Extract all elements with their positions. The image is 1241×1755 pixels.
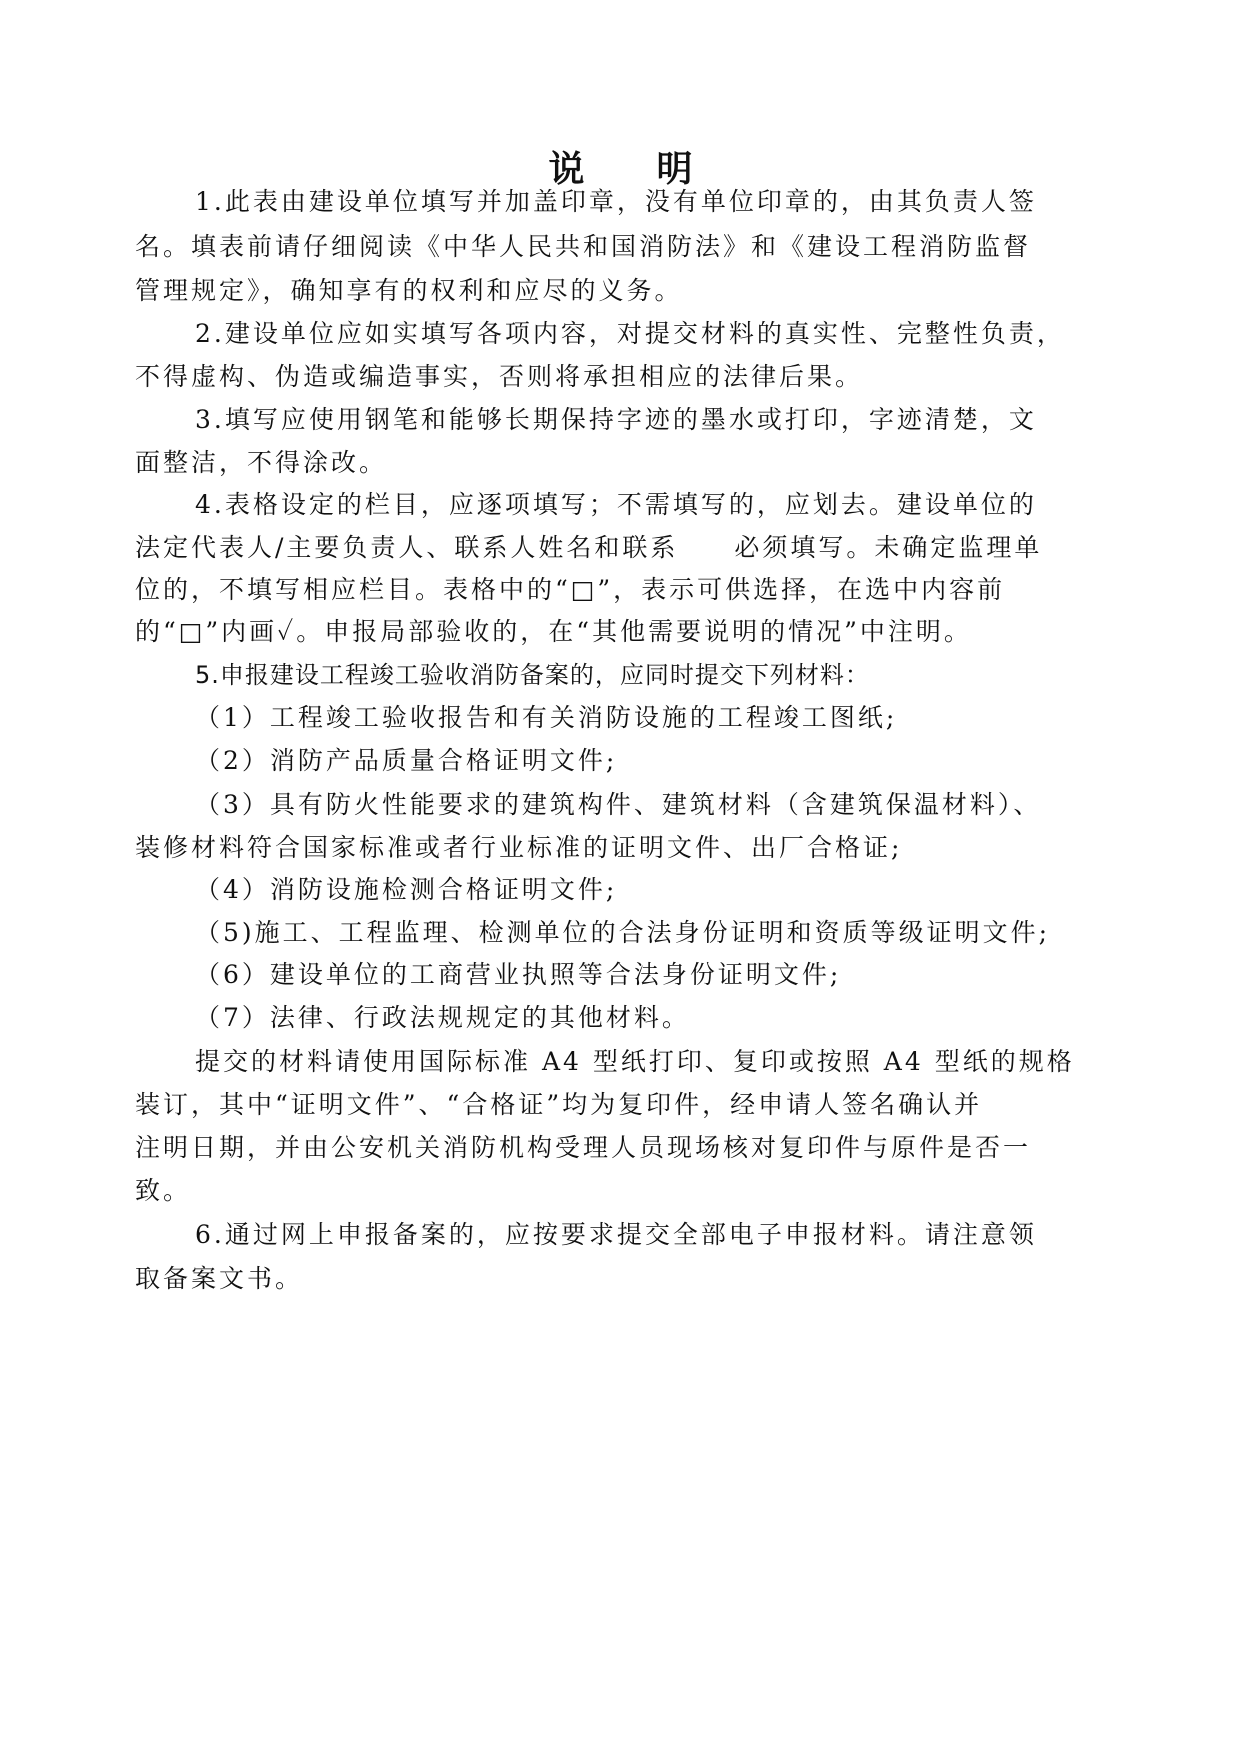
text-line: （1）工程竣工验收报告和有关消防设施的工程竣工图纸; bbox=[195, 703, 898, 732]
text-line: （5)施工、工程监理、检测单位的合法身份证明和资质等级证明文件; bbox=[195, 918, 1051, 947]
text-line: （6）建设单位的工商营业执照等合法身份证明文件; bbox=[195, 960, 842, 989]
text-line: 法定代表人/主要负责人、联系人姓名和联系 必须填写。未确定监理单 bbox=[135, 533, 1043, 562]
text-line: 注明日期，并由公安机关消防机构受理人员现场核对复印件与原件是否一 bbox=[135, 1133, 1032, 1162]
text-line: （3）具有防火性能要求的建筑构件、建筑材料（含建筑保温材料）、 bbox=[195, 790, 1042, 819]
text-line: 2.建设单位应如实填写各项内容，对提交材料的真实性、完整性负责， bbox=[195, 319, 1065, 348]
text-line: 的“□”内画✓。申报局部验收的，在“其他需要说明的情况”中注明。 bbox=[135, 617, 972, 646]
text-line: 不得虚构、伪造或编造事实，否则将承担相应的法律后果。 bbox=[135, 362, 864, 391]
text-line: 致。 bbox=[135, 1176, 192, 1205]
page-title: 说 明 bbox=[548, 149, 693, 190]
text-line: 6.通过网上申报备案的，应按要求提交全部电子申报材料。请注意领 bbox=[195, 1220, 1037, 1249]
text-line: 位的，不填写相应栏目。表格中的“□”，表示可供选择，在选中内容前 bbox=[135, 575, 1006, 604]
text-line: 取备案文书。 bbox=[135, 1264, 304, 1293]
text-line: 1.此表由建设单位填写并加盖印章，没有单位印章的，由其负责人签 bbox=[195, 187, 1037, 216]
text-line: 装修材料符合国家标准或者行业标准的证明文件、出厂合格证; bbox=[135, 833, 903, 862]
text-line: 面整洁，不得涂改。 bbox=[135, 448, 388, 477]
text-line: 管理规定》，确知享有的权利和应尽的义务。 bbox=[135, 276, 683, 305]
text-line: （4）消防设施检测合格证明文件; bbox=[195, 875, 618, 904]
text-line: 5.申报建设工程竣工验收消防备案的，应同时提交下列材料： bbox=[195, 661, 870, 689]
text-line: 3.填写应使用钢笔和能够长期保持字迹的墨水或打印，字迹清楚，文 bbox=[195, 405, 1037, 434]
text-line: （2）消防产品质量合格证明文件; bbox=[195, 746, 618, 775]
text-line: 装订，其中“证明文件”、“合格证”均为复印件，经申请人签名确认并 bbox=[135, 1090, 983, 1119]
text-line: （7）法律、行政法规规定的其他材料。 bbox=[195, 1003, 690, 1032]
text-line: 名。填表前请仔细阅读《中华人民共和国消防法》和《建设工程消防监督 bbox=[135, 232, 1032, 261]
text-line: 提交的材料请使用国际标准 A4 型纸打印、复印或按照 A4 型纸的规格 bbox=[195, 1047, 1075, 1076]
text-line: 4.表格设定的栏目，应逐项填写；不需填写的，应划去。建设单位的 bbox=[195, 490, 1037, 519]
